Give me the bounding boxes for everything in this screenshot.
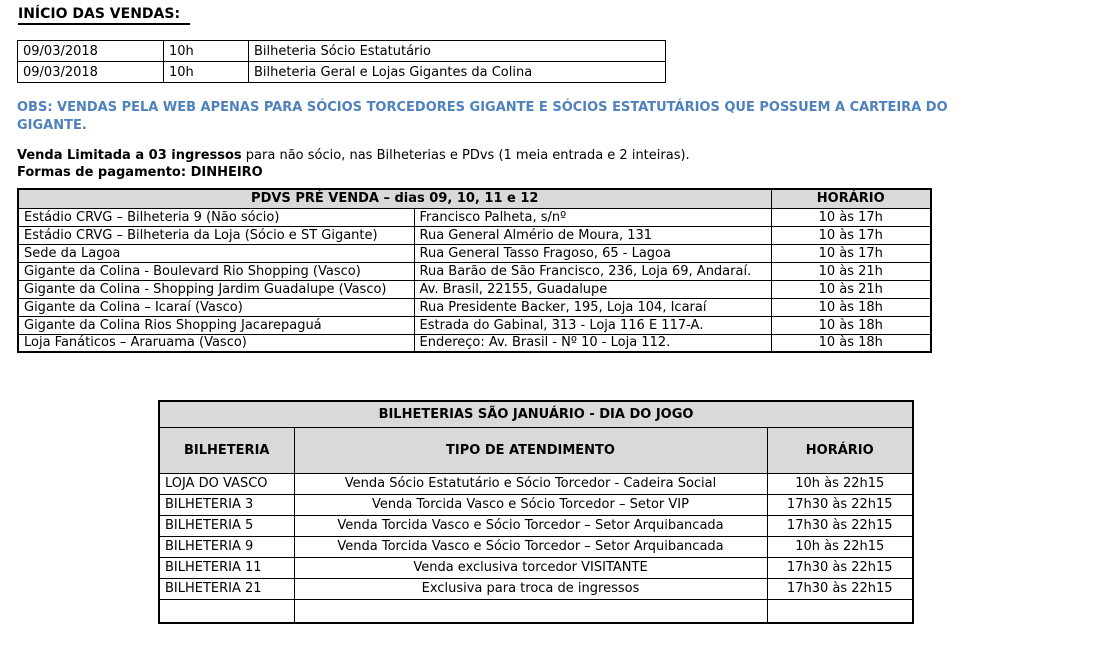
office-name: BILHETERIA 11 <box>159 557 294 578</box>
limit-note-bold: Venda Limitada a 03 ingressos <box>17 148 242 163</box>
pdv-name: Gigante da Colina Rios Shopping Jacarepaguá <box>18 316 414 334</box>
pdv-name: Gigante da Colina – Icaraí (Vasco) <box>18 298 414 316</box>
table-row <box>18 244 931 262</box>
table-row <box>18 298 931 316</box>
office-hours <box>767 599 913 623</box>
office-hours: 17h30 às 22h15 <box>767 515 913 536</box>
office-name: BILHETERIA 5 <box>159 515 294 536</box>
service-type: Venda Torcida Vasco e Sócio Torcedor – Setor Arquibancada <box>294 536 767 557</box>
sale-time: 10h <box>164 41 249 62</box>
service-type: Venda exclusiva torcedor VISITANTE <box>294 557 767 578</box>
pdv-hours: 10 às 18h <box>771 316 931 334</box>
office-hours: 10h às 22h15 <box>767 473 913 494</box>
office-name: BILHETERIA 3 <box>159 494 294 515</box>
table-row <box>18 41 666 62</box>
pdv-hours: 10 às 17h <box>771 244 931 262</box>
pdv-address: Rua General Tasso Fragoso, 65 - Lagoa <box>414 244 771 262</box>
office-hours: 10h às 22h15 <box>767 536 913 557</box>
page-title-text: INÍCIO DAS VENDAS: <box>18 6 190 25</box>
table-row <box>159 494 913 515</box>
pdv-hours: 10 às 18h <box>771 334 931 352</box>
matchday-table-title: BILHETERIAS SÃO JANUÁRIO - DIA DO JOGO <box>159 401 913 427</box>
office-name: BILHETERIA 21 <box>159 578 294 599</box>
service-type: Venda Sócio Estatutário e Sócio Torcedor - Cadeira Social <box>294 473 767 494</box>
page-title <box>18 6 190 25</box>
table-row <box>159 557 913 578</box>
pdv-hours-header: HORÁRIO <box>771 189 931 208</box>
limit-note <box>17 148 690 163</box>
service-type <box>294 599 767 623</box>
pdv-table-title: PDVS PRÉ VENDA – dias 09, 10, 11 e 12 <box>18 189 771 208</box>
pdv-name: Estádio CRVG – Bilheteria 9 (Não sócio) <box>18 208 414 226</box>
table-row <box>18 334 931 352</box>
pdv-address: Rua Presidente Backer, 195, Loja 104, Icaraí <box>414 298 771 316</box>
pdv-address: Av. Brasil, 22155, Guadalupe <box>414 280 771 298</box>
hours-header: HORÁRIO <box>767 427 913 473</box>
office-header: BILHETERIA <box>159 427 294 473</box>
office-hours: 17h30 às 22h15 <box>767 494 913 515</box>
table-row <box>18 280 931 298</box>
pdv-name: Gigante da Colina - Boulevard Rio Shopping (Vasco) <box>18 262 414 280</box>
empty-table-row <box>159 599 913 623</box>
payment-note: Formas de pagamento: DINHEIRO <box>17 165 263 180</box>
pdv-name: Estádio CRVG – Bilheteria da Loja (Sócio e ST Gigante) <box>18 226 414 244</box>
pdv-name: Loja Fanáticos – Araruama (Vasco) <box>18 334 414 352</box>
office-name: LOJA DO VASCO <box>159 473 294 494</box>
pdv-table <box>17 188 932 353</box>
office-name <box>159 599 294 623</box>
office-hours: 17h30 às 22h15 <box>767 557 913 578</box>
service-type: Exclusiva para troca de ingressos <box>294 578 767 599</box>
sale-date: 09/03/2018 <box>18 41 164 62</box>
pdv-hours: 10 às 21h <box>771 262 931 280</box>
service-type: Venda Torcida Vasco e Sócio Torcedor – Setor VIP <box>294 494 767 515</box>
table-row <box>159 473 913 494</box>
obs-line-2: GIGANTE. <box>17 118 87 133</box>
pdv-header-row <box>18 189 931 208</box>
table-row <box>159 536 913 557</box>
table-row <box>18 226 931 244</box>
pdv-address: Rua General Almério de Moura, 131 <box>414 226 771 244</box>
obs-note <box>17 99 948 135</box>
limit-note-rest: para não sócio, nas Bilheterias e PDvs (1 meia entrada e 2 inteiras). <box>241 148 690 163</box>
service-type: Venda Torcida Vasco e Sócio Torcedor – Setor Arquibancada <box>294 515 767 536</box>
table-row <box>18 62 666 83</box>
table-row <box>18 316 931 334</box>
pdv-hours: 10 às 17h <box>771 226 931 244</box>
sale-desc: Bilheteria Sócio Estatutário <box>249 41 666 62</box>
sale-date: 09/03/2018 <box>18 62 164 83</box>
pdv-address: Endereço: Av. Brasil - Nº 10 - Loja 112. <box>414 334 771 352</box>
office-hours: 17h30 às 22h15 <box>767 578 913 599</box>
matchday-header-row <box>159 427 913 473</box>
pdv-name: Sede da Lagoa <box>18 244 414 262</box>
matchday-title-row <box>159 401 913 427</box>
obs-line-1: OBS: VENDAS PELA WEB APENAS PARA SÓCIOS TORCEDORES GIGANTE E SÓCIOS ESTATUTÁRIOS QUE POSSUEM A CARTEIRA DO <box>17 100 948 115</box>
service-header: TIPO DE ATENDIMENTO <box>294 427 767 473</box>
sale-time: 10h <box>164 62 249 83</box>
pdv-address: Rua Barão de São Francisco, 236, Loja 69, Andaraí. <box>414 262 771 280</box>
pdv-hours: 10 às 18h <box>771 298 931 316</box>
pdv-hours: 10 às 21h <box>771 280 931 298</box>
table-row <box>18 208 931 226</box>
sale-desc: Bilheteria Geral e Lojas Gigantes da Colina <box>249 62 666 83</box>
pdv-name: Gigante da Colina - Shopping Jardim Guadalupe (Vasco) <box>18 280 414 298</box>
table-row <box>18 262 931 280</box>
sales-start-table <box>17 40 666 83</box>
pdv-address: Estrada do Gabinal, 313 - Loja 116 E 117-A. <box>414 316 771 334</box>
table-row <box>159 515 913 536</box>
matchday-table <box>158 400 914 624</box>
table-row <box>159 578 913 599</box>
office-name: BILHETERIA 9 <box>159 536 294 557</box>
pdv-hours: 10 às 17h <box>771 208 931 226</box>
pdv-address: Francisco Palheta, s/nº <box>414 208 771 226</box>
